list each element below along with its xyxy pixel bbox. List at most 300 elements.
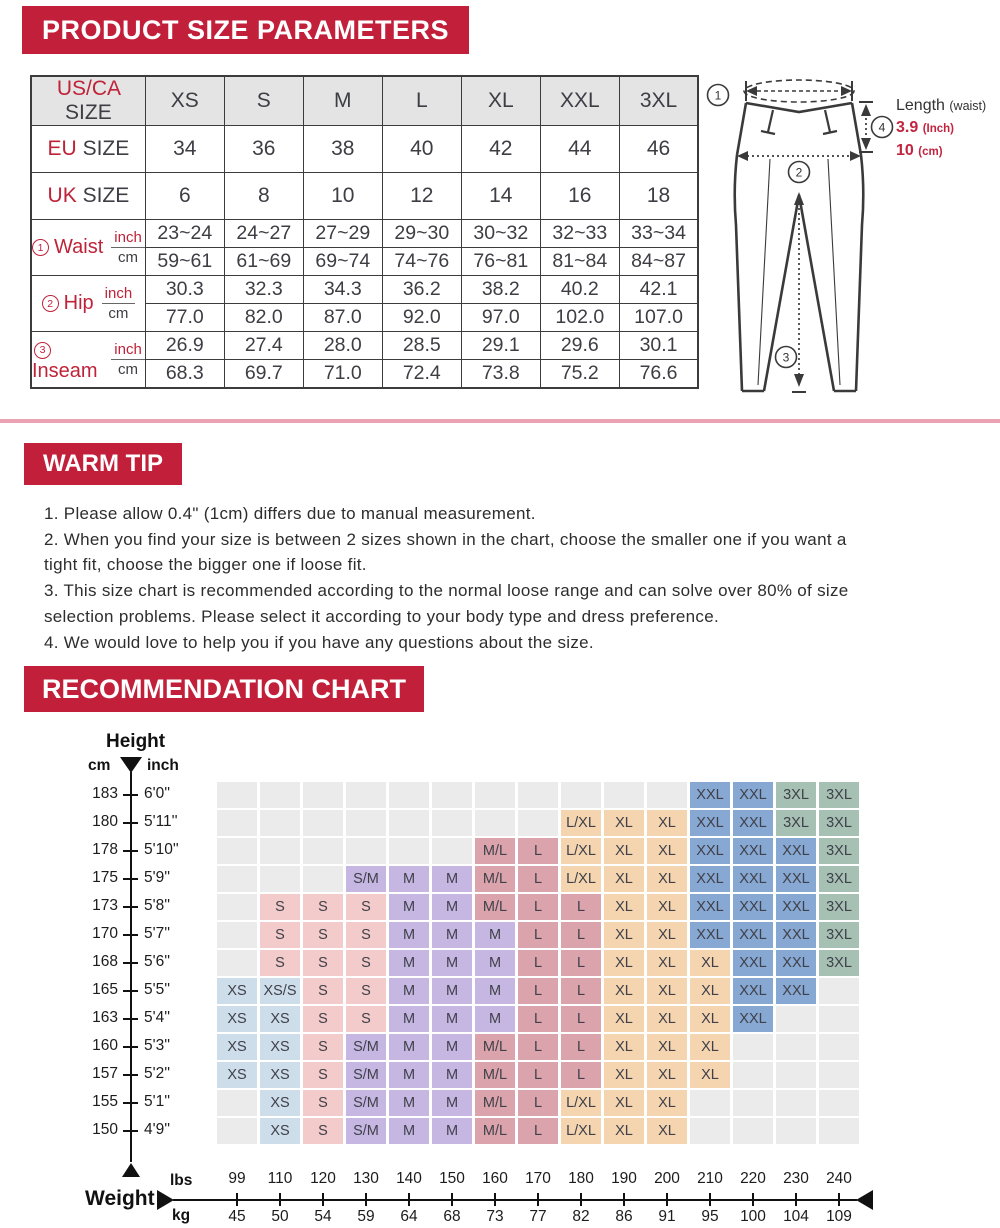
size-grid-cell: XXL [733,810,773,836]
size-grid-cell: XL [604,1062,644,1088]
size-grid-cell: XL [604,922,644,948]
size-grid-cell: XS [217,1006,257,1032]
size-grid-cell [518,810,558,836]
weight-axis-tick [580,1193,582,1206]
size-column-header: 3XL [619,76,698,126]
table-cell: 14 [461,173,540,220]
size-grid-cell [389,810,429,836]
weight-axis-tick [322,1193,324,1206]
size-grid-cell: XXL [733,866,773,892]
size-grid-cell: 3XL [819,950,859,976]
table-cell-inch: 27.4 [224,332,303,360]
table-cell-cm: 59~61 [145,248,224,276]
measure-name-wrap [42,292,94,315]
height-cm-label: 155 [92,1093,118,1110]
table-cell: 34 [145,126,224,173]
size-grid-cell: S [303,978,343,1004]
size-column-header: XL [461,76,540,126]
size-grid-cell: L [561,1006,601,1032]
size-grid-cell [432,782,472,808]
weight-axis-tick [279,1193,281,1206]
size-grid-cell: L [561,978,601,1004]
size-grid-cell: M [432,950,472,976]
weight-axis-tick [494,1193,496,1206]
size-grid-cell: XL [690,1034,730,1060]
size-grid-cell: XL [647,894,687,920]
circled-number: 1 [32,239,49,256]
table-cell: 46 [619,126,698,173]
size-word: SIZE [76,184,130,207]
size-grid-cell: XL [647,1062,687,1088]
size-grid-cell [217,922,257,948]
weight-axis-tick [451,1193,453,1206]
table-cell-cm: 68.3 [145,360,224,388]
size-grid-cell [819,1118,859,1144]
size-grid-cell: L [518,1006,558,1032]
size-grid-cell: XS [217,1034,257,1060]
size-column-header: M [303,76,382,126]
size-grid-cell: XS/S [260,978,300,1004]
size-grid-cell: L [518,894,558,920]
table-cell-cm: 82.0 [224,304,303,332]
height-inch-label: 5'1'' [144,1093,171,1110]
length-cm-unit: (cm) [918,146,943,158]
size-table [30,75,699,389]
size-grid-cell: XS [217,1062,257,1088]
size-grid-cell: XL [604,866,644,892]
size-grid-cell [346,810,386,836]
table-cell-inch: 38.2 [461,276,540,304]
lbs-axis-label: lbs [170,1172,193,1189]
table-cell-cm: 102.0 [540,304,619,332]
size-grid-cell: XL [604,810,644,836]
size-grid-cell: S [303,1118,343,1144]
size-grid-cell: XXL [776,866,816,892]
size-grid-cell: L [518,950,558,976]
size-grid-cell: XXL [733,838,773,864]
size-grid-cell: XL [647,922,687,948]
size-grid-cell [518,782,558,808]
table-cell: 40 [382,126,461,173]
size-grid-cell: M [432,894,472,920]
weight-lbs-value: 130 [353,1170,379,1187]
measure-row-label [31,332,145,388]
size-grid-cell: XXL [690,922,730,948]
height-axis-tick [123,878,138,880]
size-grid-cell: S [303,1034,343,1060]
size-grid-cell: XXL [690,838,730,864]
size-grid-cell: L/XL [561,810,601,836]
unit-fraction [111,341,145,379]
size-grid-cell: XXL [690,810,730,836]
size-grid-cell: XL [604,1034,644,1060]
inch-axis-label: inch [147,757,179,774]
height-axis-tick [123,990,138,992]
size-grid-cell: S/M [346,1034,386,1060]
size-grid-cell: XXL [776,950,816,976]
size-grid-cell: XL [604,1118,644,1144]
size-grid-cell: M [389,1118,429,1144]
height-cm-label: 163 [92,1009,118,1026]
size-grid-cell [389,838,429,864]
height-inch-label: 5'10'' [144,841,179,858]
size-grid-cell: M [475,950,515,976]
height-axis-tick [123,850,138,852]
size-grid-cell: S [303,1006,343,1032]
cm-axis-label: cm [88,757,111,774]
height-axis-tick [123,1018,138,1020]
height-inch-label: 5'8'' [144,897,171,914]
callout-4: 4 [878,120,886,135]
size-system-header [31,76,145,126]
height-axis-tick [123,962,138,964]
weight-lbs-value: 110 [267,1170,293,1187]
table-cell-cm: 69.7 [224,360,303,388]
unit-inch: inch [111,341,145,360]
region-label: UK [47,184,77,207]
height-cm-label: 173 [92,897,118,914]
size-table-row [31,332,698,360]
size-grid-cell: M/L [475,1118,515,1144]
size-grid-cell: XXL [776,978,816,1004]
table-cell-cm: 87.0 [303,304,382,332]
table-cell-inch: 23~24 [145,220,224,248]
table-cell-cm: 77.0 [145,304,224,332]
weight-kg-value: 86 [615,1208,633,1225]
weight-kg-value: 100 [740,1208,766,1225]
size-grid-cell: M [389,978,429,1004]
size-grid-cell: M [389,1034,429,1060]
weight-axis-tick [795,1193,797,1206]
unit-cm: cm [118,249,139,266]
weight-axis-tick [537,1193,539,1206]
height-cm-label: 175 [92,869,118,886]
size-grid-cell [217,782,257,808]
size-grid-cell: M [432,1118,472,1144]
table-cell-cm: 74~76 [382,248,461,276]
tip-item: 3. This size chart is recommended according to the normal loose range and can solve over 80% of size selection problems. Please select it according to your body type and dress preference. [44,581,849,626]
table-cell: 44 [540,126,619,173]
weight-kg-value: 45 [228,1208,246,1225]
table-cell-inch: 24~27 [224,220,303,248]
table-cell-inch: 32.3 [224,276,303,304]
size-grid-cell [776,1034,816,1060]
size-grid-cell: XL [647,810,687,836]
table-cell-cm: 71.0 [303,360,382,388]
size-grid-cell: XL [604,894,644,920]
weight-axis-tick [709,1193,711,1206]
weight-lbs-value: 200 [654,1170,680,1187]
measure-label [32,229,145,267]
table-cell-inch: 42.1 [619,276,698,304]
size-grid-cell [303,838,343,864]
weight-axis-tick [838,1193,840,1206]
height-cm-label: 183 [92,785,118,802]
region-label: US/CA [56,77,120,100]
size-grid-cell: L [561,894,601,920]
size-grid-cell: M [389,894,429,920]
tip-item: 4. We would love to help you if you have any questions about the size. [44,632,594,652]
size-grid-cell: L [518,1062,558,1088]
size-grid-cell: M [389,1090,429,1116]
height-axis-tick [123,1074,138,1076]
size-word: SIZE [65,101,112,124]
size-grid-cell [819,1034,859,1060]
size-grid-cell: S [303,922,343,948]
table-cell: 6 [145,173,224,220]
size-grid-cell [260,810,300,836]
callout-1: 1 [714,88,722,103]
height-inch-label: 6'0'' [144,785,171,802]
table-cell-inch: 28.5 [382,332,461,360]
weight-lbs-value: 150 [439,1170,465,1187]
weight-kg-value: 59 [357,1208,375,1225]
size-grid-cell: XXL [733,782,773,808]
table-cell-inch: 34.3 [303,276,382,304]
size-grid-cell: S [303,894,343,920]
size-grid-cell [776,1006,816,1032]
size-grid-cell: XXL [776,894,816,920]
height-axis-tick [123,1130,138,1132]
size-grid-cell: XL [604,838,644,864]
warm-tips-list [44,501,874,655]
size-grid-cell [346,782,386,808]
size-grid-cell: M [389,866,429,892]
table-cell-cm: 75.2 [540,360,619,388]
table-cell-cm: 84~87 [619,248,698,276]
weight-lbs-value: 160 [482,1170,508,1187]
weight-lbs-value: 99 [228,1170,246,1187]
size-grid-cell: XS [260,1006,300,1032]
table-cell-inch: 29.6 [540,332,619,360]
measure-name: Inseam [32,359,98,382]
height-inch-label: 5'2'' [144,1065,171,1082]
size-grid-cell: L [518,1034,558,1060]
size-grid-cell [303,782,343,808]
weight-kg-value: 73 [486,1208,504,1225]
weight-axis-title: Weight [85,1187,155,1210]
size-grid-cell [819,978,859,1004]
height-cm-label: 165 [92,981,118,998]
length-inch-unit: (Inch) [922,123,955,135]
weight-lbs-value: 170 [525,1170,551,1187]
kg-axis-label: kg [172,1207,191,1224]
size-grid-cell: 3XL [819,838,859,864]
size-grid-cell: XXL [690,894,730,920]
size-grid-cell [217,950,257,976]
size-column-header: S [224,76,303,126]
pants-outline-drawing [700,75,895,405]
size-column-header: XS [145,76,224,126]
table-cell-inch: 36.2 [382,276,461,304]
unit-cm: cm [118,360,139,378]
table-cell-inch: 30.3 [145,276,224,304]
height-axis-tick [123,1046,138,1048]
size-grid-cell: S/M [346,1118,386,1144]
size-grid-cell: XXL [733,978,773,1004]
measure-name: Hip [63,292,94,314]
table-cell: 42 [461,126,540,173]
weight-kg-value: 68 [443,1208,461,1225]
size-grid-cell [217,810,257,836]
row-label [31,126,145,173]
size-grid-cell: M [432,1034,472,1060]
height-axis-title: Height [106,731,166,752]
weight-axis-line [173,1199,857,1201]
size-grid-cell [647,782,687,808]
size-grid-cell: XXL [733,922,773,948]
length-inch-value: 3.9 [896,119,919,136]
tip-item: 1. Please allow 0.4" (1cm) differs due to manual measurement. [44,504,536,523]
table-cell-inch: 30~32 [461,220,540,248]
size-grid-cell: L [561,950,601,976]
height-inch-label: 5'4'' [144,1009,171,1026]
size-grid-cell [690,1118,730,1144]
callout-2: 2 [795,165,803,180]
height-cm-label: 157 [92,1065,118,1082]
size-grid-cell [819,1006,859,1032]
measure-name-wrap [32,336,103,383]
measure-name: Waist [54,236,104,258]
size-grid-cell [346,838,386,864]
size-grid-cell: M/L [475,838,515,864]
table-cell-inch: 29.1 [461,332,540,360]
size-grid-cell: XS [260,1034,300,1060]
size-grid-cell: M [389,1062,429,1088]
size-grid-cell [260,838,300,864]
weight-kg-value: 54 [314,1208,332,1225]
size-grid-cell: L [518,978,558,1004]
size-grid-cell: XL [647,838,687,864]
size-grid-cell [475,782,515,808]
size-grid-cell [303,810,343,836]
table-cell-cm: 69~74 [303,248,382,276]
size-grid-cell [776,1090,816,1116]
size-grid-cell: XL [647,1118,687,1144]
size-grid-cell [819,1062,859,1088]
size-grid-cell: 3XL [819,810,859,836]
weight-axis-tick [365,1193,367,1206]
height-inch-label: 5'6'' [144,953,171,970]
size-grid-cell: L [561,1062,601,1088]
height-inch-label: 5'3'' [144,1037,171,1054]
weight-lbs-value: 210 [697,1170,723,1187]
size-grid-cell: M/L [475,1090,515,1116]
weight-kg-value: 91 [658,1208,676,1225]
size-grid-cell: S [303,1062,343,1088]
weight-kg-value: 64 [400,1208,418,1225]
size-grid-cell: S [346,950,386,976]
size-grid-cell: XL [604,1006,644,1032]
size-grid-cell: XL [647,1006,687,1032]
size-table-row [31,276,698,304]
table-cell-inch: 27~29 [303,220,382,248]
table-cell-cm: 72.4 [382,360,461,388]
section-title-recommendation-chart: RECOMMENDATION CHART [24,666,424,712]
left-arrow-icon [856,1190,873,1210]
weight-lbs-value: 220 [740,1170,766,1187]
size-grid-cell: L [518,922,558,948]
size-grid-cell: M [432,922,472,948]
size-grid-cell: XS [260,1118,300,1144]
size-grid-cell: XXL [733,1006,773,1032]
size-grid-cell: S [260,894,300,920]
size-grid-cell [819,1090,859,1116]
size-grid-cell: XL [647,950,687,976]
size-grid-cell [432,838,472,864]
height-cm-label: 178 [92,841,118,858]
section-divider [0,419,1000,423]
size-grid-cell: 3XL [819,922,859,948]
weight-lbs-value: 190 [611,1170,637,1187]
height-cm-label: 170 [92,925,118,942]
size-grid-cell: L [518,838,558,864]
height-cm-label: 180 [92,813,118,830]
size-grid-cell [690,1090,730,1116]
size-table-header-row [31,76,698,126]
table-cell-inch: 28.0 [303,332,382,360]
size-grid-cell: XXL [733,894,773,920]
size-grid-cell: S [346,894,386,920]
size-grid-cell: XXL [733,950,773,976]
size-grid-cell: M [475,978,515,1004]
size-grid-cell: M [475,922,515,948]
size-grid-cell: XS [217,978,257,1004]
size-grid-cell: L/XL [561,838,601,864]
size-grid-cell: S [346,978,386,1004]
section-title-product-size-parameters: PRODUCT SIZE PARAMETERS [22,6,469,54]
weight-kg-value: 104 [783,1208,809,1225]
table-cell-inch: 32~33 [540,220,619,248]
table-cell-inch: 30.1 [619,332,698,360]
size-grid-cell [776,1062,816,1088]
size-table-row [31,173,698,220]
size-column-header: XXL [540,76,619,126]
size-grid-cell: XXL [690,782,730,808]
size-grid-cell: 3XL [776,782,816,808]
size-grid-cell: XL [690,978,730,1004]
size-table-row [31,126,698,173]
size-grid-cell [733,1118,773,1144]
size-grid-cell: XS [260,1062,300,1088]
size-grid-cell: XL [647,1034,687,1060]
size-grid-cell: M [432,1090,472,1116]
size-grid-cell [217,866,257,892]
table-cell: 16 [540,173,619,220]
size-grid-cell [260,866,300,892]
region-label: EU [47,137,77,160]
size-grid-cell: M [389,1006,429,1032]
weight-kg-value: 50 [271,1208,289,1225]
size-grid-cell: XXL [690,866,730,892]
table-cell-cm: 92.0 [382,304,461,332]
height-cm-label: 160 [92,1037,118,1054]
down-arrow-icon [120,757,142,773]
size-grid-cell: XL [690,1006,730,1032]
measure-label [32,285,145,323]
measure-label [32,336,145,383]
size-table-row [31,220,698,248]
waistband-measure-note [896,95,1000,163]
size-grid-cell: L [561,1034,601,1060]
height-inch-label: 5'7'' [144,925,171,942]
weight-lbs-value: 240 [826,1170,852,1187]
table-cell-cm: 73.8 [461,360,540,388]
size-grid-cell: L [518,866,558,892]
height-inch-label: 5'11'' [144,813,178,830]
size-grid-cell: XL [604,1090,644,1116]
size-word: SIZE [76,137,130,160]
